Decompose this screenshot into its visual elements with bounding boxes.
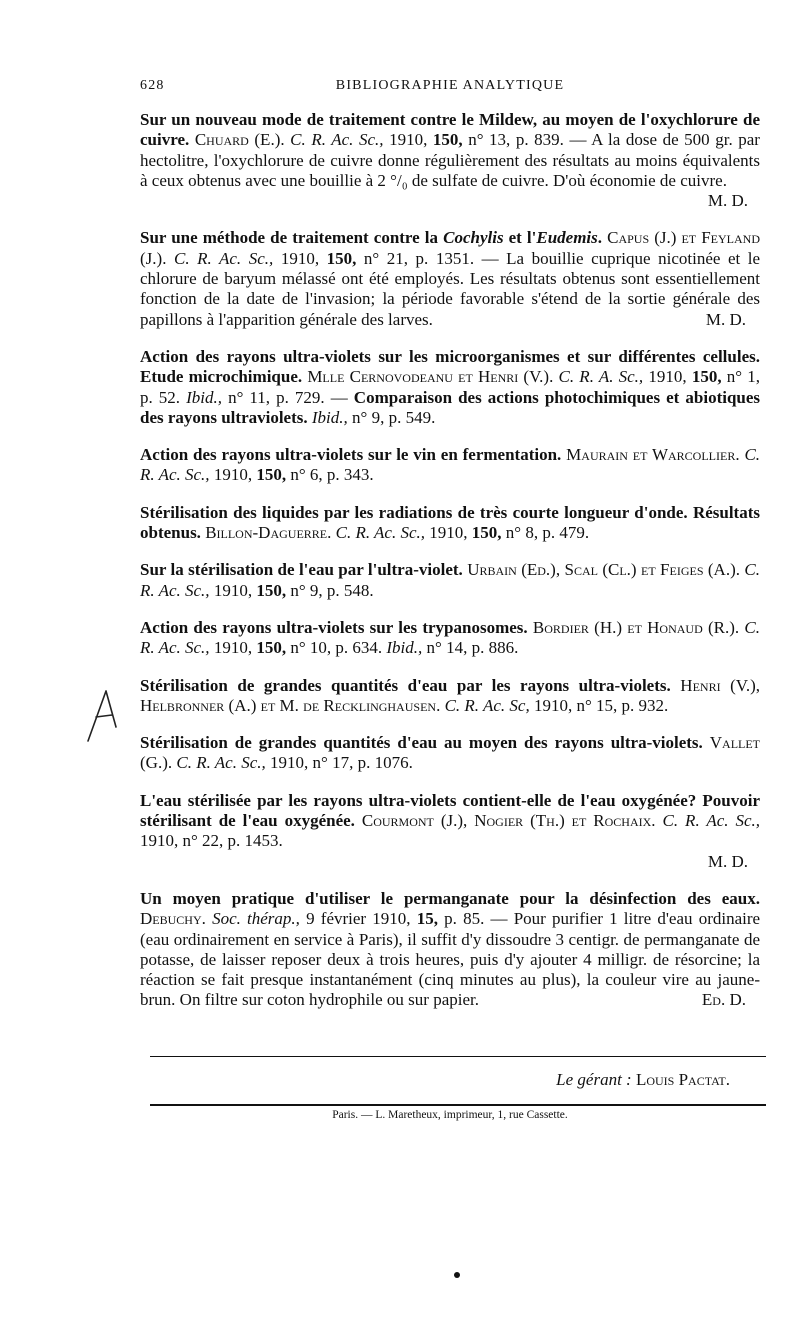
entry-journal: C. R. Ac. Sc.,: [140, 560, 760, 600]
entry-volume: 150,: [326, 248, 357, 268]
entry-ref: n° 22, p. 1453.: [182, 831, 283, 851]
entry-abstract: La bouillie cuprique nicotinée et le chlorure de baryum mélassé ont été employés. Les résultats obtenus sont essentiellement fonction de la date de l'invasion; la période favorable s'étend de la sortie générale des papillons à l'apparition générale des larves.: [140, 248, 761, 329]
entry-journal: C. R. Ac. Sc.,: [176, 753, 266, 773]
entry-volume: 150,: [256, 580, 287, 600]
entry-journal: C. R. Ac. Sc.,: [662, 811, 761, 831]
entry-journal: C. R. Ac. Sc.,: [174, 248, 274, 268]
entry-ref: n° 21, p. 1351. —: [363, 248, 499, 268]
entry-title-species: Eudemis: [536, 228, 598, 248]
bib-entry-eau-ultraviolet: [140, 560, 760, 601]
entry-signature: M. D.: [705, 309, 746, 329]
entry-authors: Cernovodeanu et Henri (V.).: [349, 367, 554, 387]
gerant-name: Louis Pactat.: [635, 1070, 730, 1089]
bib-entry-microorganismes: [140, 347, 760, 428]
entry-ref: n° 17, p. 1076.: [312, 753, 413, 773]
entry-authors: Chuard (E.).: [194, 130, 285, 150]
entry-ibid: Ibid.,: [186, 387, 223, 407]
entry-volume: 150,: [471, 523, 502, 543]
bib-entry-grandes-quantites-rayons: [140, 676, 760, 717]
entry-volume: 150,: [432, 130, 463, 150]
entry-title: Action des rayons ultra-violets sur les trypanosomes.: [140, 617, 528, 637]
entry-title: Sur un nouveau mode de traitement contre le Mildew, au moyen de l'oxychlorure de cuivre.: [140, 110, 760, 150]
entry-volume: 150,: [256, 638, 287, 658]
entry-title: Action des rayons ultra-violets sur le vin en fermentation.: [140, 445, 562, 465]
entry-ref-2: n° 11, p. 729. —: [228, 387, 348, 407]
bib-entry-grandes-quantites-moyen: [140, 733, 760, 774]
entry-volume: 15,: [416, 909, 438, 929]
entry-ref-2: n° 14, p. 886.: [426, 638, 519, 658]
entry-volume: 150,: [691, 367, 722, 387]
page-number: 628: [140, 78, 165, 93]
entry-ref-3: n° 9, p. 549.: [352, 407, 436, 427]
bibliography-column: [140, 110, 760, 1023]
entry-journal: C. R. Ac. Sc.,: [290, 130, 384, 150]
entry-title-connector: et l': [508, 228, 537, 248]
bib-entry-eau-oxygenee: [140, 791, 760, 872]
entry-year: 1910,: [213, 580, 253, 600]
bib-entry-liquides: [140, 503, 760, 544]
footer-rule: [150, 1056, 766, 1057]
entry-year: 1910,: [648, 367, 687, 387]
running-head: [140, 78, 760, 100]
entry-title: Stérilisation de grandes quantités d'eau par les rayons ultra-violets.: [140, 675, 671, 695]
running-title: BIBLIOGRAPHIE ANALYTIQUE: [335, 78, 565, 93]
entry-ref: n° 9, p. 548.: [290, 580, 374, 600]
entry-signature: Ed. D.: [701, 990, 746, 1010]
entry-journal: C. R. A. Sc.,: [558, 367, 644, 387]
entry-year: 1910,: [270, 753, 309, 773]
entry-year: 1910,: [280, 248, 320, 268]
entry-ref: n° 10, p. 634.: [290, 638, 383, 658]
entry-journal: C. R. Ac. Sc.,: [335, 523, 426, 543]
gerant-label: Le gérant :: [556, 1070, 632, 1089]
entry-signature: M. D.: [707, 191, 748, 211]
entry-ibid: Ibid.,: [386, 638, 423, 658]
bib-entry-vin: [140, 445, 760, 486]
entry-journal: Soc. thérap.,: [212, 909, 300, 929]
entry-title-2: Comparaison des actions photochimiques et abiotiques des rayons ultraviolets.: [140, 387, 761, 427]
entry-ref: n° 15, p. 932.: [576, 695, 669, 715]
entry-volume: 150,: [256, 465, 287, 485]
entry-date: 9 février 1910,: [306, 909, 411, 929]
footer-double-rule: [150, 1104, 766, 1106]
entry-authors-prefix: Mlle: [307, 367, 345, 387]
entry-authors: Courmont (J.), Nogier (Th.) et Rochaix.: [361, 811, 656, 831]
printer-imprint: Paris. — L. Maretheux, imprimeur, 1, rue Cassette.: [332, 1109, 568, 1121]
entry-title: Sur une méthode de traitement contre la: [140, 228, 439, 248]
stray-dot: [454, 1272, 460, 1278]
entry-authors: Capus (J.) et Feyland (J.).: [140, 228, 760, 268]
bib-entry-trypanosomes: [140, 618, 760, 659]
entry-title: Stérilisation de grandes quantités d'eau au moyen des rayons ultra-violets.: [140, 733, 703, 753]
entry-year: 1910,: [389, 130, 428, 150]
entry-year: 1910,: [533, 695, 573, 715]
entry-title: Action des rayons ultra-violets sur les microorganismes et sur différentes cellules. Etude microchimique.: [140, 346, 760, 387]
entry-signature: M. D.: [707, 851, 748, 871]
entry-title-end: .: [597, 228, 603, 248]
entry-authors: Henri (V.), Helbronner (A.) et M. de Recklinghausen.: [140, 675, 761, 715]
entry-ref: n° 13, p. 839. —: [468, 130, 587, 150]
entry-year: 1910,: [429, 523, 468, 543]
bib-entry-cochylis: [140, 228, 760, 329]
entry-title: Sur la stérilisation de l'eau par l'ultra-violet.: [140, 560, 463, 580]
entry-ref: n° 6, p. 343.: [290, 465, 374, 485]
entry-journal: C. R. Ac. Sc,: [444, 695, 530, 715]
entry-authors: Urbain (Ed.), Scal (Cl.) et Feiges (A.).: [467, 560, 740, 580]
entry-authors: Bordier (H.) et Honaud (R.).: [532, 617, 740, 637]
entry-ref: n° 8, p. 479.: [505, 523, 590, 543]
entry-journal: C. R. Ac. Sc.,: [140, 617, 761, 658]
margin-annotation-mark: [86, 685, 120, 745]
entry-abstract: Pour purifier 1 litre d'eau ordinaire (eau ordinairement en service à Paris), il suffit d'y dissoudre 3 centigr. de permanganate de potasse, de laisser reposer deux à trois heures, puis d'y ajouter 4 milligr. de résorcine; la réaction se fait presque instantanément (cinq minutes au plus), la couleur vire au jaune-brun. On filtre sur coton hydrophile ou sur papier.: [140, 909, 761, 1010]
entry-authors: Debuchy.: [140, 909, 206, 929]
entry-authors: Maurain et Warcollier.: [566, 445, 740, 465]
entry-title: Un moyen pratique d'utiliser le permanganate pour la désinfection des eaux.: [140, 888, 760, 908]
entry-title: Stérilisation des liquides par les radiations de très courte longueur d'onde. Résultats obtenus.: [140, 502, 760, 543]
entry-ibid-2: Ibid.,: [311, 407, 348, 427]
bib-entry-permanganate: [140, 889, 760, 1011]
entry-authors: Billon-Daguerre.: [205, 523, 332, 543]
gerant-line: [140, 1070, 730, 1090]
entry-year: 1910,: [213, 465, 253, 485]
entry-year: 1910,: [213, 638, 253, 658]
entry-year: 1910,: [140, 831, 179, 851]
entry-title: L'eau stérilisée par les rayons ultra-violets contient-elle de l'eau oxygénée? Pouvoir stérilisant de l'eau oxygénée.: [140, 790, 760, 831]
entry-ref: p. 85. —: [444, 909, 508, 929]
entry-title-species: Cochylis: [443, 228, 504, 248]
entry-journal: C. R. Ac. Sc.,: [140, 445, 761, 485]
entry-abstract: A la dose de 500 gr. par hectolitre, l'oxychlorure de cuivre donne régulièrement des résultats au moins équivalents à ceux obtenus avec une bouillie à 2 °/₀ de sulfate de cuivre. D'où économie de cuivre.: [140, 130, 760, 190]
entry-authors: Vallet (G.).: [140, 733, 761, 773]
entry-ref: n° 1, p. 52.: [140, 367, 760, 407]
bib-entry-mildew: [140, 110, 760, 211]
